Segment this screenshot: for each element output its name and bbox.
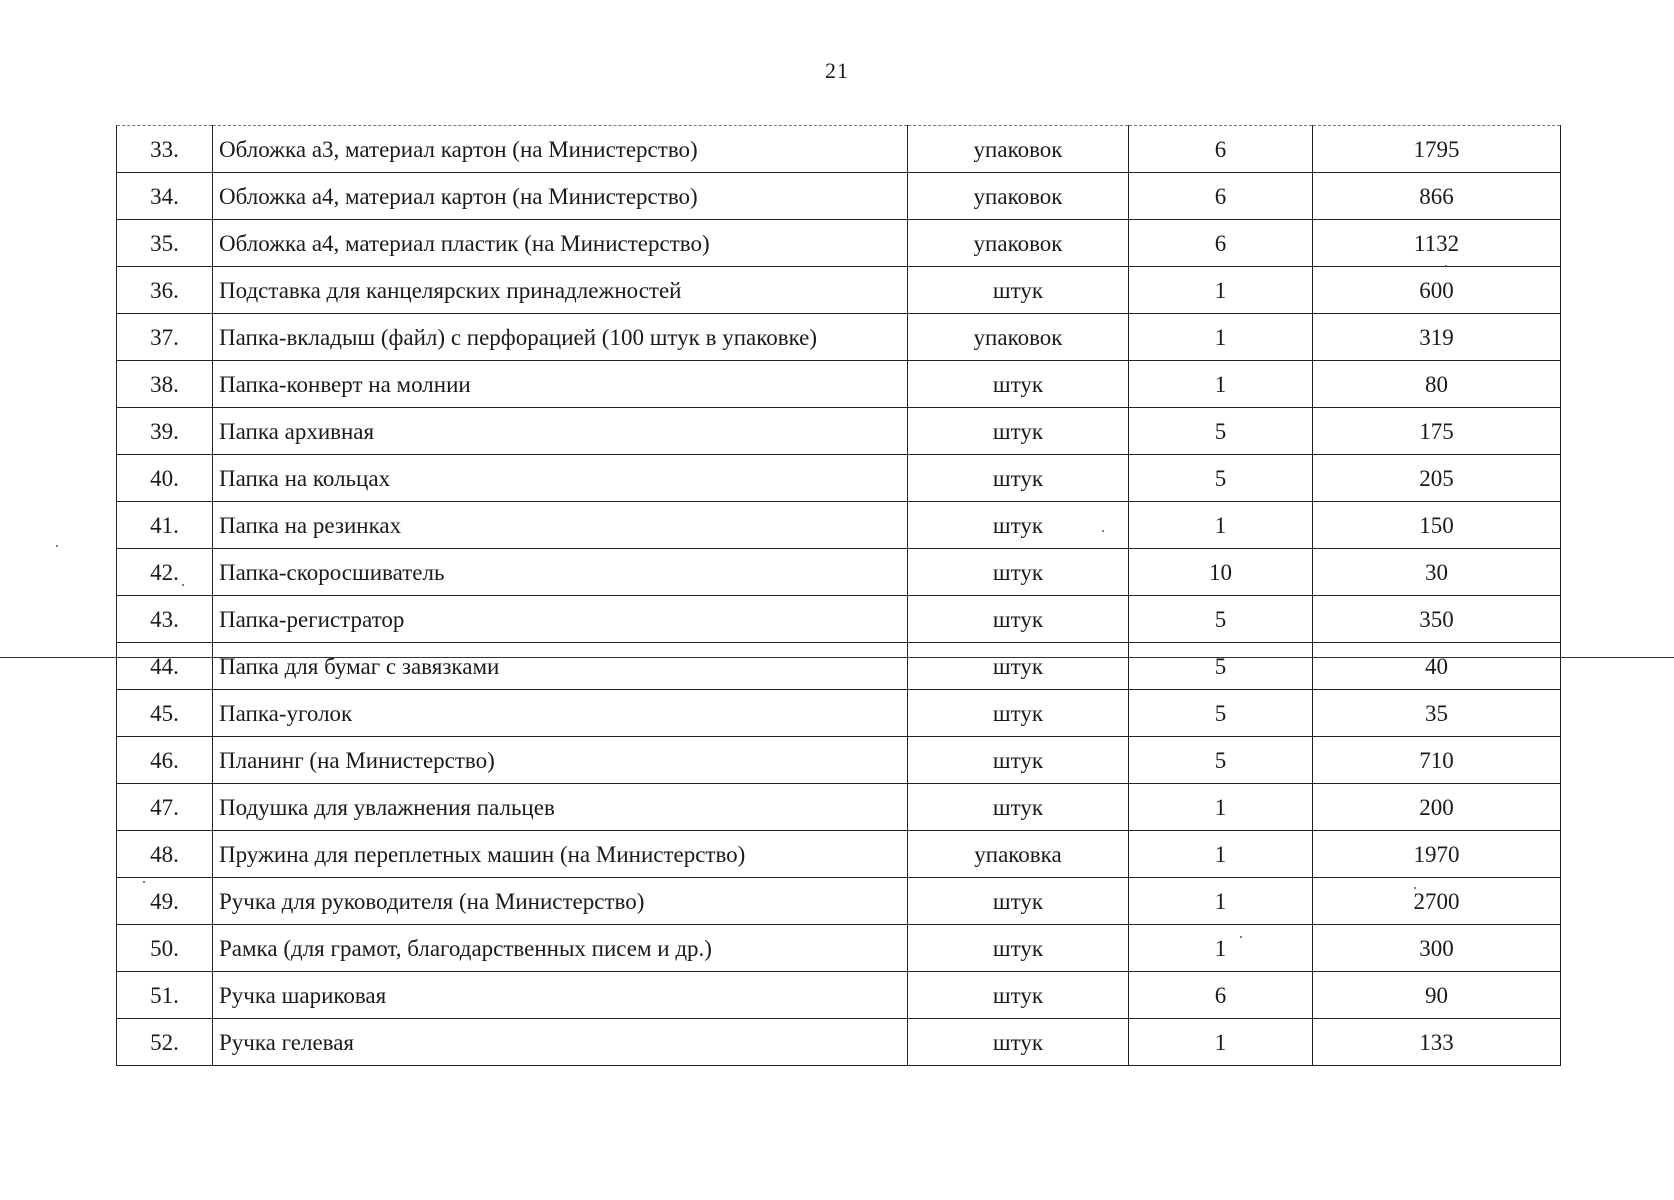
row-number: 43. <box>117 596 213 643</box>
item-quantity: 6 <box>1129 173 1313 220</box>
row-number: 40. <box>117 455 213 502</box>
item-price: 175 <box>1313 408 1561 455</box>
item-quantity: 1 <box>1129 925 1313 972</box>
item-unit: упаковка <box>908 831 1129 878</box>
table-row <box>117 220 1561 267</box>
item-price: 133 <box>1313 1019 1561 1066</box>
item-price: 350 <box>1313 596 1561 643</box>
table-row <box>117 925 1561 972</box>
item-name: Папка-регистратор <box>213 596 908 643</box>
row-number: 34. <box>117 173 213 220</box>
scan-speck <box>56 545 58 547</box>
item-quantity: 5 <box>1129 408 1313 455</box>
supplies-table <box>116 125 1561 1066</box>
row-number: 49. <box>117 878 213 925</box>
row-number: 46. <box>117 737 213 784</box>
item-quantity: 6 <box>1129 126 1313 173</box>
item-unit: штук <box>908 878 1129 925</box>
item-price: 710 <box>1313 737 1561 784</box>
item-unit: упаковок <box>908 126 1129 173</box>
item-unit: штук <box>908 455 1129 502</box>
row-number: 41. <box>117 502 213 549</box>
item-unit: упаковок <box>908 220 1129 267</box>
item-quantity: 1 <box>1129 1019 1313 1066</box>
item-price: 1970 <box>1313 831 1561 878</box>
item-quantity: 1 <box>1129 361 1313 408</box>
table-row <box>117 502 1561 549</box>
scan-speck <box>1414 887 1416 889</box>
item-price: 319 <box>1313 314 1561 361</box>
table-row <box>117 972 1561 1019</box>
item-price: 90 <box>1313 972 1561 1019</box>
item-unit: штук <box>908 643 1129 690</box>
item-price: 205 <box>1313 455 1561 502</box>
row-number: 37. <box>117 314 213 361</box>
row-number: 36. <box>117 267 213 314</box>
item-price: 35 <box>1313 690 1561 737</box>
item-name: Обложка а4, материал картон (на Министерство) <box>213 173 908 220</box>
table-row <box>117 596 1561 643</box>
item-unit: штук <box>908 737 1129 784</box>
scan-strike-line <box>0 657 1674 658</box>
table-row <box>117 267 1561 314</box>
item-unit: упаковок <box>908 314 1129 361</box>
item-unit: штук <box>908 549 1129 596</box>
item-price: 80 <box>1313 361 1561 408</box>
item-price: 1795 <box>1313 126 1561 173</box>
item-unit: штук <box>908 690 1129 737</box>
row-number: 44. <box>117 643 213 690</box>
row-number: 52. <box>117 1019 213 1066</box>
scan-speck <box>1102 530 1104 532</box>
table-row <box>117 690 1561 737</box>
item-name: Подушка для увлажнения пальцев <box>213 784 908 831</box>
row-number: 47. <box>117 784 213 831</box>
row-number: 38. <box>117 361 213 408</box>
item-name: Папка-скоросшиватель <box>213 549 908 596</box>
row-number: 51. <box>117 972 213 1019</box>
item-unit: упаковок <box>908 173 1129 220</box>
row-number: 48. <box>117 831 213 878</box>
table-row <box>117 408 1561 455</box>
row-number: 35. <box>117 220 213 267</box>
item-name: Рамка (для грамот, благодарственных писем и др.) <box>213 925 908 972</box>
item-unit: штук <box>908 1019 1129 1066</box>
item-quantity: 6 <box>1129 972 1313 1019</box>
item-unit: штук <box>908 502 1129 549</box>
page-number: 21 <box>825 58 849 83</box>
scan-speck <box>143 881 145 883</box>
item-quantity: 5 <box>1129 690 1313 737</box>
row-number: 39. <box>117 408 213 455</box>
item-name: Пружина для переплетных машин (на Министерство) <box>213 831 908 878</box>
item-name: Папка на кольцах <box>213 455 908 502</box>
item-unit: штук <box>908 361 1129 408</box>
table-row <box>117 878 1561 925</box>
item-quantity: 1 <box>1129 502 1313 549</box>
item-quantity: 1 <box>1129 267 1313 314</box>
row-number: 33. <box>117 126 213 173</box>
item-unit: штук <box>908 925 1129 972</box>
scan-speck <box>1445 265 1447 267</box>
table-row <box>117 361 1561 408</box>
scan-speck <box>1240 936 1242 938</box>
item-price: 1132 <box>1313 220 1561 267</box>
row-number: 45. <box>117 690 213 737</box>
item-price: 150 <box>1313 502 1561 549</box>
item-quantity: 5 <box>1129 643 1313 690</box>
item-unit: штук <box>908 596 1129 643</box>
item-name: Ручка для руководителя (на Министерство) <box>213 878 908 925</box>
item-unit: штук <box>908 267 1129 314</box>
item-unit: штук <box>908 784 1129 831</box>
item-price: 300 <box>1313 925 1561 972</box>
item-price: 40 <box>1313 643 1561 690</box>
table-row <box>117 549 1561 596</box>
row-number: 42. <box>117 549 213 596</box>
item-quantity: 1 <box>1129 878 1313 925</box>
table-row <box>117 126 1561 173</box>
item-quantity: 1 <box>1129 314 1313 361</box>
table-row <box>117 643 1561 690</box>
item-price: 600 <box>1313 267 1561 314</box>
table-row <box>117 314 1561 361</box>
item-quantity: 5 <box>1129 455 1313 502</box>
item-quantity: 1 <box>1129 831 1313 878</box>
item-name: Ручка шариковая <box>213 972 908 1019</box>
item-name: Папка-конверт на молнии <box>213 361 908 408</box>
item-name: Папка на резинках <box>213 502 908 549</box>
item-unit: штук <box>908 972 1129 1019</box>
item-price: 30 <box>1313 549 1561 596</box>
item-name: Планинг (на Министерство) <box>213 737 908 784</box>
table-row <box>117 455 1561 502</box>
item-name: Папка-вкладыш (файл) с перфорацией (100 штук в упаковке) <box>213 314 908 361</box>
row-number: 50. <box>117 925 213 972</box>
item-price: 200 <box>1313 784 1561 831</box>
item-name: Ручка гелевая <box>213 1019 908 1066</box>
item-name: Папка архивная <box>213 408 908 455</box>
item-unit: штук <box>908 408 1129 455</box>
item-name: Обложка а3, материал картон (на Министерство) <box>213 126 908 173</box>
item-name: Подставка для канцелярских принадлежностей <box>213 267 908 314</box>
item-quantity: 6 <box>1129 220 1313 267</box>
item-name: Обложка а4, материал пластик (на Министерство) <box>213 220 908 267</box>
scan-speck <box>182 584 184 586</box>
item-name: Папка для бумаг с завязками <box>213 643 908 690</box>
item-quantity: 10 <box>1129 549 1313 596</box>
table-row <box>117 1019 1561 1066</box>
item-quantity: 5 <box>1129 596 1313 643</box>
item-price: 866 <box>1313 173 1561 220</box>
table-row <box>117 737 1561 784</box>
table-row <box>117 173 1561 220</box>
table-row <box>117 784 1561 831</box>
item-name: Папка-уголок <box>213 690 908 737</box>
item-quantity: 1 <box>1129 784 1313 831</box>
item-price: 2700 <box>1313 878 1561 925</box>
item-quantity: 5 <box>1129 737 1313 784</box>
table-row <box>117 831 1561 878</box>
